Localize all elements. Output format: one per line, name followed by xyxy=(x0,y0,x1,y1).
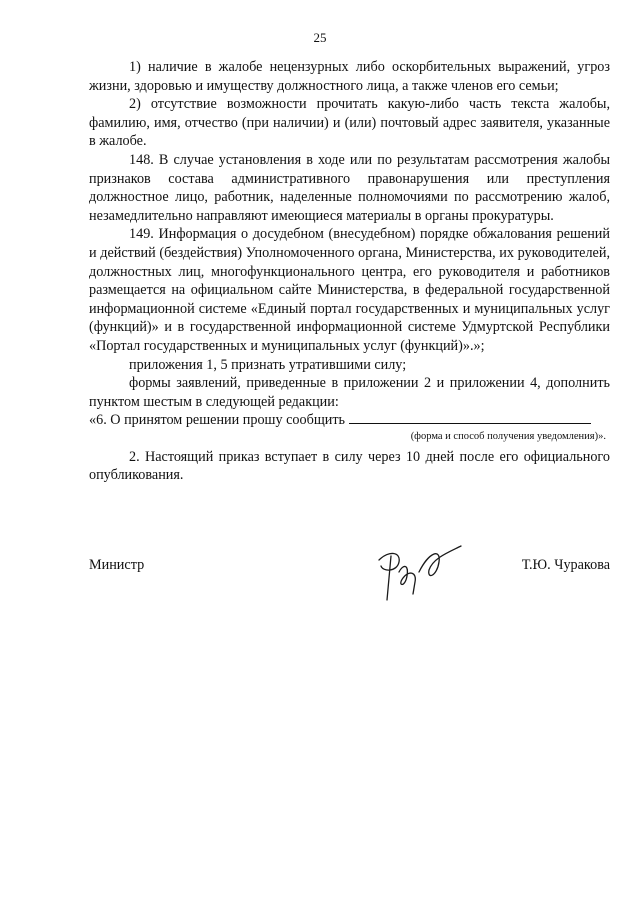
paragraph-annex-invalid: приложения 1, 5 признать утратившими силу; xyxy=(129,356,407,373)
paragraph-forms-amend: формы заявлений, приведенные в приложении 2 и приложении 4, дополнить пунктом шестым в следующей редакции: xyxy=(89,375,610,410)
document-body xyxy=(89,58,610,485)
paragraph-item-1: 1) наличие в жалобе нецензурных либо оскорбительных выражений, угроз жизни, здоровью и имуществу должностного лица, а также членов его семьи; xyxy=(89,59,610,94)
form-line-text: «6. О принятом решении прошу сообщить xyxy=(89,412,346,429)
form-line xyxy=(89,411,610,430)
form-blank-line xyxy=(349,413,591,424)
page-number: 25 xyxy=(313,30,327,45)
signer-name: Т.Ю. Чуракова xyxy=(521,557,610,573)
signature-block xyxy=(89,552,610,612)
closing-paragraph: 2. Настоящий приказ вступает в силу через 10 дней после его официального опубликования. xyxy=(89,448,610,484)
signer-title: Министр xyxy=(89,557,145,573)
paragraph-148: 148. В случае установления в ходе или по результатам рассмотрения жалобы признаков состава административного правонарушения или преступления должностное лицо, работник, наделенные полномочиями по рассмотрению жалоб, незамедлительно направляют имеющиеся материалы в органы прокуратуры. xyxy=(89,151,610,224)
form-line-note: (форма и способ получения уведомления)». xyxy=(410,430,606,442)
handwritten-signature xyxy=(369,542,469,604)
paragraph-149: 149. Информация о досудебном (внесудебном) порядке обжалования решений и действий (бездействия) Уполномоченного органа, Министерства, их руководителей, должностных лиц, многофункционального центра, его руководителя и работников размещается на официальном сайте Министерства, в федеральной государственной информационной системе «Единый портал государственных и муниципальных услуг (функций)» и в государственной информационной системе Удмуртской Республики «Портал государственных и муниципальных услуг (функций)».»; xyxy=(89,226,610,354)
paragraph-item-2: 2) отсутствие возможности прочитать какую-либо часть текста жалобы, фамилию, имя, отчество (при наличии) и (или) почтовый адрес заявителя, указанные в жалобе. xyxy=(89,96,610,150)
